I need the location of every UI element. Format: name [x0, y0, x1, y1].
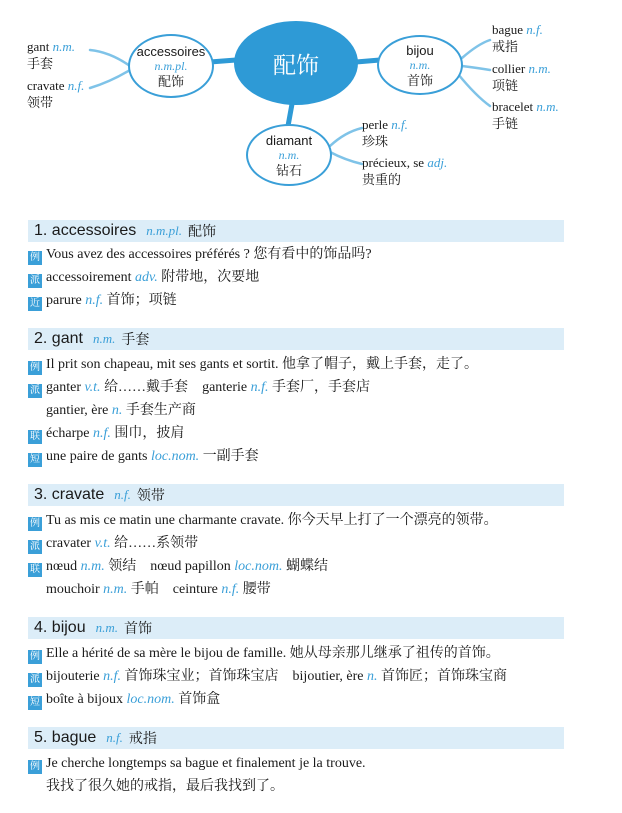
bubble-zh: 钻石	[275, 162, 302, 178]
entry-zh: 首饰	[124, 622, 152, 637]
derived-tag: 派	[30, 275, 40, 286]
entry-zh: 配饰	[188, 225, 217, 240]
entry-headword: 5. bague	[34, 729, 97, 746]
bubble-bijou	[377, 35, 463, 95]
example-tag: 例	[30, 651, 40, 662]
bubble-pos: n.m.pl.	[154, 58, 188, 73]
related-line: 联 nœud n.m. 领结 nœud papillon loc.nom. 蝴蝶结	[30, 559, 328, 575]
entry-headword: 3. cravate	[34, 486, 105, 503]
entry-header-bague	[28, 727, 564, 749]
related-line-cont: mouchoir n.m. 手帕 ceinture n.f. 腰带	[46, 582, 271, 597]
bubble-zh: 配饰	[157, 73, 184, 89]
connector-perle	[330, 128, 362, 146]
example-line: 例 Elle a hérité de sa mère le bijou de famille. 她从母亲那儿继承了祖传的首饰。	[30, 646, 500, 662]
entry-header-cravate	[28, 484, 564, 506]
derived-tag: 派	[30, 541, 40, 552]
leaf-cravate	[27, 77, 84, 111]
entry-pos: n.m.pl.	[146, 223, 183, 238]
related-tag: 联	[30, 431, 40, 442]
related-tag: 联	[30, 564, 40, 575]
bubble-word: bijou	[406, 42, 434, 58]
phrase-line: 短 boîte à bijoux loc.nom. 首饰盒	[30, 692, 221, 708]
entry-pos: n.f.	[106, 730, 123, 745]
derived-line-cont: gantier, ère n. 手套生产商	[46, 403, 196, 418]
bubble-word: diamant	[265, 132, 313, 148]
bubble-accessoires	[128, 34, 214, 98]
leaf-zh: 手链	[492, 116, 519, 131]
leaf-pos: adj.	[427, 155, 448, 170]
connector-diamant	[288, 104, 292, 126]
example-line: 例 Vous avez des accessoires préférés ? 您有看中的饰品吗?	[30, 247, 372, 263]
connector-collier	[462, 66, 490, 70]
connector-bague	[462, 40, 490, 58]
leaf-gant	[27, 38, 75, 72]
bubble-zh: 首饰	[406, 72, 433, 88]
entry-pos: n.m.	[92, 331, 116, 346]
connector-accessoires	[210, 60, 236, 62]
example-line-zh: 我找了很久她的戒指，最后我找到了。	[46, 779, 284, 794]
derived-tag: 派	[30, 385, 40, 396]
example-tag: 例	[30, 362, 40, 373]
leaf-word: gant	[27, 39, 50, 54]
derived-line: 派 accessoirement adv. 附带地，次要地	[30, 270, 260, 286]
leaf-bracelet	[492, 98, 559, 132]
leaf-bague	[492, 21, 543, 55]
related-line: 联 écharpe n.f. 围巾，披肩	[30, 426, 185, 442]
example-line: 例 Tu as mis ce matin une charmante cravate. 你今天早上打了一个漂亮的领带。	[30, 513, 498, 529]
leaf-word: bracelet	[492, 99, 534, 114]
leaf-pos: n.f.	[526, 22, 543, 37]
leaf-word: collier	[492, 61, 526, 76]
entry-headword: 2. gant	[34, 330, 83, 347]
entry-pos: n.m.	[95, 620, 118, 635]
derived-line: 派 cravater v.t. 给……系领带	[30, 536, 199, 552]
entry-header-accessoires	[28, 220, 564, 242]
leaf-zh: 领带	[27, 95, 54, 110]
phrase-tag: 短	[30, 454, 40, 465]
leaf-pos: n.m.	[52, 39, 76, 54]
connector-cravate	[90, 70, 130, 88]
example-tag: 例	[30, 252, 40, 263]
derived-tag: 派	[30, 674, 40, 685]
bubble-pos: n.m.	[278, 147, 300, 162]
entry-pos: n.f.	[114, 487, 131, 502]
phrase-tag: 短	[30, 697, 40, 708]
leaf-perle	[362, 116, 408, 150]
bubble-diamant	[246, 124, 332, 186]
leaf-collier	[492, 60, 551, 94]
example-tag: 例	[30, 761, 40, 772]
entry-headword: 4. bijou	[34, 619, 86, 636]
entry-zh: 戒指	[128, 732, 157, 747]
leaf-pos: n.m.	[536, 99, 559, 114]
leaf-word: cravate	[27, 78, 65, 93]
leaf-word: perle	[362, 117, 388, 132]
example-line: 例 Je cherche longtemps sa bague et finalement je la trouve.	[30, 756, 366, 772]
connector-precieux	[330, 152, 362, 164]
entry-headword: 1. accessoires	[34, 222, 137, 239]
phrase-line: 短 une paire de gants loc.nom. 一副手套	[30, 449, 259, 465]
entry-zh: 领带	[136, 489, 165, 504]
leaf-zh: 戒指	[492, 39, 519, 54]
leaf-precieux	[362, 154, 447, 188]
leaf-word: bague	[492, 22, 524, 37]
leaf-zh: 手套	[27, 56, 54, 71]
synonym-tag: 近	[30, 298, 40, 309]
mind-map	[0, 0, 622, 200]
connector-gant	[90, 50, 130, 66]
leaf-pos: n.f.	[67, 78, 85, 93]
derived-line: 派 bijouterie n.f. 首饰珠宝业；首饰珠宝店 bijoutier, ère n. 首饰匠；首饰珠宝商	[30, 669, 508, 685]
entry-header-gant	[28, 328, 564, 350]
entry-header-bijou	[28, 617, 564, 639]
leaf-pos: n.f.	[391, 117, 408, 132]
synonym-line: 近 parure n.f. 首饰；项链	[30, 293, 177, 309]
example-line: 例 Il prit son chapeau, mit ses gants et sortit. 他拿了帽子，戴上手套，走了。	[30, 357, 479, 373]
bubble-pos: n.m.	[409, 57, 431, 72]
leaf-word: précieux, se	[362, 155, 425, 170]
center-bubble: 配饰	[234, 21, 358, 105]
example-tag: 例	[30, 518, 40, 529]
bubble-word: accessoires	[136, 43, 206, 59]
connector-bracelet	[458, 74, 490, 106]
derived-line: 派 ganter v.t. 给……戴手套 ganterie n.f. 手套厂，手套店	[30, 380, 371, 396]
leaf-pos: n.m.	[528, 61, 551, 76]
leaf-zh: 珍珠	[362, 134, 389, 149]
leaf-zh: 贵重的	[362, 172, 402, 187]
leaf-zh: 项链	[492, 78, 519, 93]
entry-zh: 手套	[121, 333, 150, 348]
